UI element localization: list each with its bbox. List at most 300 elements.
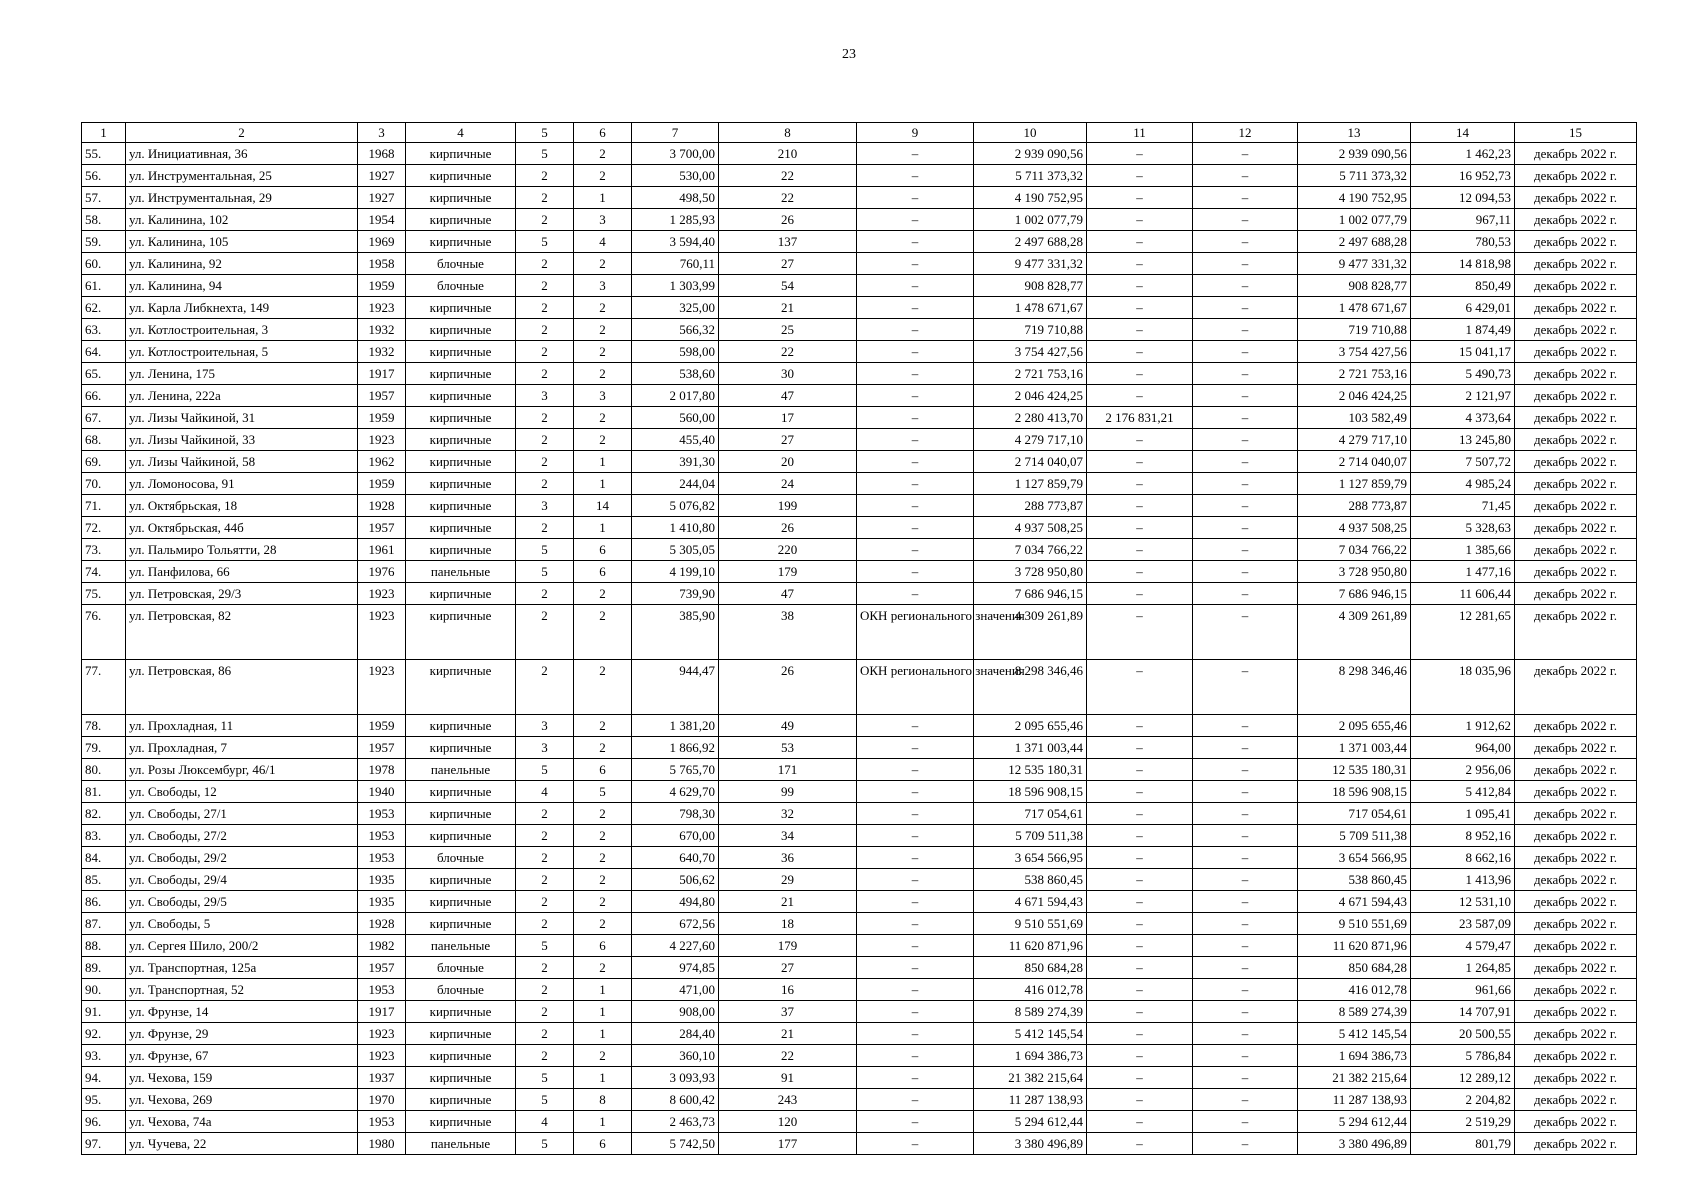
table-cell: 850 684,28 <box>974 957 1087 979</box>
table-cell: 5 709 511,38 <box>974 825 1087 847</box>
table-cell: 3 380 496,89 <box>1298 1133 1411 1155</box>
table-cell: 1917 <box>358 363 406 385</box>
table-cell: 1 381,20 <box>632 715 719 737</box>
table-row <box>82 583 1637 605</box>
table-row <box>82 561 1637 583</box>
table-cell: 2 <box>516 473 574 495</box>
table-cell: 27 <box>719 253 857 275</box>
table-cell: декабрь 2022 г. <box>1515 231 1637 253</box>
table-cell: ул. Чучева, 22 <box>126 1133 358 1155</box>
table-cell: блочные <box>406 979 516 1001</box>
table-cell: 3 594,40 <box>632 231 719 253</box>
table-cell: 2 <box>516 517 574 539</box>
table-cell: 2 204,82 <box>1411 1089 1515 1111</box>
table-cell: 3 654 566,95 <box>974 847 1087 869</box>
table-cell: 391,30 <box>632 451 719 473</box>
table-cell: 27 <box>719 429 857 451</box>
table-cell: 4 190 752,95 <box>1298 187 1411 209</box>
table-cell: 1953 <box>358 825 406 847</box>
table-cell: 2 <box>516 407 574 429</box>
table-cell: 2 <box>574 660 632 715</box>
table-cell: 92. <box>82 1023 126 1045</box>
table-cell: 780,53 <box>1411 231 1515 253</box>
table-cell: блочные <box>406 253 516 275</box>
table-cell: 4 <box>574 231 632 253</box>
table-cell: – <box>1193 495 1298 517</box>
table-cell: – <box>1193 935 1298 957</box>
table-cell: – <box>1087 341 1193 363</box>
column-header: 4 <box>406 123 516 143</box>
table-cell: – <box>857 473 974 495</box>
table-cell: – <box>1087 1089 1193 1111</box>
table-cell: кирпичные <box>406 319 516 341</box>
table-cell: декабрь 2022 г. <box>1515 209 1637 231</box>
table-cell: 2 <box>574 165 632 187</box>
table-cell: 47 <box>719 385 857 407</box>
table-cell: 1923 <box>358 583 406 605</box>
table-cell: декабрь 2022 г. <box>1515 429 1637 451</box>
table-cell: – <box>1087 231 1193 253</box>
table-cell: кирпичные <box>406 429 516 451</box>
table-cell: кирпичные <box>406 495 516 517</box>
table-cell: 243 <box>719 1089 857 1111</box>
table-cell: 171 <box>719 759 857 781</box>
table-cell: кирпичные <box>406 891 516 913</box>
table-cell: кирпичные <box>406 407 516 429</box>
table-cell: 4 629,70 <box>632 781 719 803</box>
table-cell: 55. <box>82 143 126 165</box>
table-cell: – <box>1193 781 1298 803</box>
table-cell: 13 245,80 <box>1411 429 1515 451</box>
table-cell: ул. Петровская, 86 <box>126 660 358 715</box>
table-cell: 1 694 386,73 <box>974 1045 1087 1067</box>
column-header: 11 <box>1087 123 1193 143</box>
table-row <box>82 275 1637 297</box>
table-cell: 2 280 413,70 <box>974 407 1087 429</box>
table-cell: 1 <box>574 1067 632 1089</box>
table-cell: 4 279 717,10 <box>974 429 1087 451</box>
table-cell: 11 287 138,93 <box>974 1089 1087 1111</box>
table-cell: 1 371 003,44 <box>1298 737 1411 759</box>
table-cell: 86. <box>82 891 126 913</box>
table-row <box>82 385 1637 407</box>
table-cell: ул. Петровская, 29/3 <box>126 583 358 605</box>
table-cell: 2 <box>516 957 574 979</box>
table-cell: декабрь 2022 г. <box>1515 957 1637 979</box>
table-cell: 8 298 346,46 <box>1298 660 1411 715</box>
table-cell: декабрь 2022 г. <box>1515 1089 1637 1111</box>
table-cell: – <box>1087 957 1193 979</box>
table-cell: 11 606,44 <box>1411 583 1515 605</box>
table-cell: 2 <box>574 407 632 429</box>
table-cell: 850 684,28 <box>1298 957 1411 979</box>
table-row <box>82 1133 1637 1155</box>
table-cell: 530,00 <box>632 165 719 187</box>
table-cell: ул. Чехова, 74а <box>126 1111 358 1133</box>
table-cell: 1 002 077,79 <box>1298 209 1411 231</box>
table-cell: 137 <box>719 231 857 253</box>
table-cell: 74. <box>82 561 126 583</box>
table-cell: 11 620 871,96 <box>974 935 1087 957</box>
table-cell: 21 382 215,64 <box>1298 1067 1411 1089</box>
table-cell: – <box>1193 583 1298 605</box>
table-cell: – <box>1087 803 1193 825</box>
table-cell: – <box>857 1089 974 1111</box>
table-cell: 284,40 <box>632 1023 719 1045</box>
table-cell: – <box>1087 605 1193 660</box>
table-cell: 1961 <box>358 539 406 561</box>
table-cell: – <box>857 847 974 869</box>
table-cell: 6 <box>574 935 632 957</box>
table-cell: 1 385,66 <box>1411 539 1515 561</box>
table-cell: – <box>1087 583 1193 605</box>
table-cell: декабрь 2022 г. <box>1515 495 1637 517</box>
table-cell: – <box>1087 275 1193 297</box>
table-row <box>82 319 1637 341</box>
table-cell: 1 462,23 <box>1411 143 1515 165</box>
table-cell: 1 413,96 <box>1411 869 1515 891</box>
table-cell: панельные <box>406 1133 516 1155</box>
table-cell: ул. Котлостроительная, 5 <box>126 341 358 363</box>
table-cell: 2 <box>516 891 574 913</box>
table-cell: 1 303,99 <box>632 275 719 297</box>
table-cell: 32 <box>719 803 857 825</box>
table-cell: 2 <box>516 583 574 605</box>
page-number: 23 <box>842 47 856 62</box>
table-cell: – <box>1193 913 1298 935</box>
table-cell: декабрь 2022 г. <box>1515 891 1637 913</box>
table-cell: – <box>1193 825 1298 847</box>
table-cell: 2 <box>574 319 632 341</box>
table-cell: 22 <box>719 341 857 363</box>
table-cell: 18 596 908,15 <box>1298 781 1411 803</box>
table-cell: 1923 <box>358 1023 406 1045</box>
table-cell: 21 <box>719 297 857 319</box>
table-cell: 2 <box>516 803 574 825</box>
table-cell: ул. Чехова, 159 <box>126 1067 358 1089</box>
table-cell: – <box>857 253 974 275</box>
table-cell: 1957 <box>358 385 406 407</box>
table-cell: – <box>1087 847 1193 869</box>
table-row <box>82 473 1637 495</box>
column-header: 13 <box>1298 123 1411 143</box>
table-cell: – <box>1087 979 1193 1001</box>
table-cell: – <box>857 451 974 473</box>
table-cell: 2 <box>574 869 632 891</box>
table-cell: 2 <box>516 341 574 363</box>
table-cell: 1923 <box>358 297 406 319</box>
table-cell: ул. Фрунзе, 67 <box>126 1045 358 1067</box>
table-cell: декабрь 2022 г. <box>1515 1001 1637 1023</box>
table-cell: 38 <box>719 605 857 660</box>
column-header: 15 <box>1515 123 1637 143</box>
header-row <box>82 123 1637 143</box>
table-cell: – <box>1193 957 1298 979</box>
table-cell: 1 <box>574 1001 632 1023</box>
table-cell: 4 309 261,89 <box>1298 605 1411 660</box>
column-header: 10 <box>974 123 1087 143</box>
table-cell: – <box>857 913 974 935</box>
table-cell: ул. Калинина, 92 <box>126 253 358 275</box>
table-row <box>82 1001 1637 1023</box>
table-cell: декабрь 2022 г. <box>1515 517 1637 539</box>
table-cell: 1 371 003,44 <box>974 737 1087 759</box>
table-row <box>82 143 1637 165</box>
table-cell: – <box>1193 429 1298 451</box>
table-cell: – <box>857 891 974 913</box>
table-cell: 53 <box>719 737 857 759</box>
table-cell: – <box>857 1133 974 1155</box>
table-cell: – <box>1087 825 1193 847</box>
table-cell: – <box>1193 869 1298 891</box>
table-cell: 2 <box>574 253 632 275</box>
table-cell: 54 <box>719 275 857 297</box>
table-cell: 16 <box>719 979 857 1001</box>
table-cell: 67. <box>82 407 126 429</box>
table-cell: 4 671 594,43 <box>974 891 1087 913</box>
table-row <box>82 1023 1637 1045</box>
table-cell: – <box>857 165 974 187</box>
table-cell: 58. <box>82 209 126 231</box>
table-cell: 3 <box>516 737 574 759</box>
table-row <box>82 935 1637 957</box>
table-row <box>82 1111 1637 1133</box>
table-cell: ул. Сергея Шило, 200/2 <box>126 935 358 957</box>
table-cell: – <box>857 561 974 583</box>
table-cell: кирпичные <box>406 1067 516 1089</box>
column-header: 7 <box>632 123 719 143</box>
table-cell: 12 535 180,31 <box>1298 759 1411 781</box>
table-cell: – <box>1193 451 1298 473</box>
table-cell: 801,79 <box>1411 1133 1515 1155</box>
table-cell: 21 <box>719 1023 857 1045</box>
table-cell: 5 <box>516 1089 574 1111</box>
table-cell: 24 <box>719 473 857 495</box>
table-cell: 1923 <box>358 429 406 451</box>
table-cell: ул. Карла Либкнехта, 149 <box>126 297 358 319</box>
table-cell: декабрь 2022 г. <box>1515 385 1637 407</box>
table-cell: ул. Инструментальная, 25 <box>126 165 358 187</box>
table-cell: 1968 <box>358 143 406 165</box>
table-cell: 2 714 040,07 <box>1298 451 1411 473</box>
table-cell: 96. <box>82 1111 126 1133</box>
table-cell: декабрь 2022 г. <box>1515 913 1637 935</box>
table-cell: 1 410,80 <box>632 517 719 539</box>
table-cell: кирпичные <box>406 660 516 715</box>
table-cell: 57. <box>82 187 126 209</box>
table-row <box>82 495 1637 517</box>
table-cell: 2 <box>516 1001 574 1023</box>
table-row <box>82 660 1637 715</box>
table-cell: – <box>1193 341 1298 363</box>
table-cell: – <box>1193 517 1298 539</box>
table-cell: 3 728 950,80 <box>974 561 1087 583</box>
table-cell: 908,00 <box>632 1001 719 1023</box>
table-cell: 3 380 496,89 <box>974 1133 1087 1155</box>
table-cell: – <box>1193 1089 1298 1111</box>
table-cell: 5 709 511,38 <box>1298 825 1411 847</box>
table-cell: ул. Ломоносова, 91 <box>126 473 358 495</box>
table-cell: 967,11 <box>1411 209 1515 231</box>
table-cell: 8 952,16 <box>1411 825 1515 847</box>
table-cell: 3 <box>574 275 632 297</box>
table-cell: 88. <box>82 935 126 957</box>
table-cell: – <box>1193 319 1298 341</box>
table-cell: 4 579,47 <box>1411 935 1515 957</box>
table-cell: 95. <box>82 1089 126 1111</box>
table-cell: кирпичные <box>406 187 516 209</box>
table-cell: 672,56 <box>632 913 719 935</box>
table-cell: – <box>1087 143 1193 165</box>
table-cell: – <box>857 825 974 847</box>
table-cell: – <box>857 781 974 803</box>
table-cell: 4 309 261,89 <box>974 605 1087 660</box>
table-cell: – <box>1193 1023 1298 1045</box>
table-cell: ул. Фрунзе, 29 <box>126 1023 358 1045</box>
table-cell: 91. <box>82 1001 126 1023</box>
table-cell: – <box>1087 1111 1193 1133</box>
table-cell: кирпичные <box>406 869 516 891</box>
table-cell: ул. Инструментальная, 29 <box>126 187 358 209</box>
table-cell: 5 412,84 <box>1411 781 1515 803</box>
table-cell: – <box>1087 187 1193 209</box>
table-cell: 2 463,73 <box>632 1111 719 1133</box>
table-cell: – <box>1193 253 1298 275</box>
table-cell: 220 <box>719 539 857 561</box>
table-cell: 2 <box>516 429 574 451</box>
table-cell: 1954 <box>358 209 406 231</box>
column-header: 3 <box>358 123 406 143</box>
table-cell: 93. <box>82 1045 126 1067</box>
table-cell: – <box>1193 803 1298 825</box>
table-cell: декабрь 2022 г. <box>1515 1023 1637 1045</box>
table-cell: декабрь 2022 г. <box>1515 253 1637 275</box>
table-cell: 83. <box>82 825 126 847</box>
table-cell: 2 <box>516 979 574 1001</box>
table-cell: 670,00 <box>632 825 719 847</box>
table-cell: 1 127 859,79 <box>1298 473 1411 495</box>
table-cell: ул. Лизы Чайкиной, 58 <box>126 451 358 473</box>
table-cell: – <box>857 231 974 253</box>
table-cell: – <box>1193 363 1298 385</box>
table-cell: кирпичные <box>406 209 516 231</box>
table-cell: декабрь 2022 г. <box>1515 803 1637 825</box>
table-cell: 471,00 <box>632 979 719 1001</box>
table-cell: 385,90 <box>632 605 719 660</box>
table-cell: 944,47 <box>632 660 719 715</box>
table-cell: декабрь 2022 г. <box>1515 561 1637 583</box>
table-cell: декабрь 2022 г. <box>1515 1045 1637 1067</box>
table-cell: блочные <box>406 847 516 869</box>
table-row <box>82 737 1637 759</box>
table-cell: – <box>857 341 974 363</box>
table-cell: 1923 <box>358 660 406 715</box>
table-cell: 2 017,80 <box>632 385 719 407</box>
table-cell: 179 <box>719 935 857 957</box>
table-cell: 34 <box>719 825 857 847</box>
table-cell: 73. <box>82 539 126 561</box>
table-cell: 8 662,16 <box>1411 847 1515 869</box>
table-cell: – <box>1193 231 1298 253</box>
table-cell: 566,32 <box>632 319 719 341</box>
table-cell: 2 046 424,25 <box>1298 385 1411 407</box>
table-cell: – <box>1087 495 1193 517</box>
table-row <box>82 825 1637 847</box>
table-cell: 8 298 346,46 <box>974 660 1087 715</box>
table-cell: – <box>857 143 974 165</box>
table-cell: 760,11 <box>632 253 719 275</box>
table-cell: декабрь 2022 г. <box>1515 451 1637 473</box>
table-cell: 5 742,50 <box>632 1133 719 1155</box>
table-cell: 63. <box>82 319 126 341</box>
table-cell: декабрь 2022 г. <box>1515 847 1637 869</box>
table-cell: 1982 <box>358 935 406 957</box>
table-cell: 5 412 145,54 <box>1298 1023 1411 1045</box>
table-cell: ул. Свободы, 27/2 <box>126 825 358 847</box>
table-cell: 64. <box>82 341 126 363</box>
table-cell: 62. <box>82 297 126 319</box>
table-cell: панельные <box>406 561 516 583</box>
table-cell: декабрь 2022 г. <box>1515 363 1637 385</box>
table-cell: 61. <box>82 275 126 297</box>
table-cell: 5 765,70 <box>632 759 719 781</box>
table-cell: – <box>1193 759 1298 781</box>
table-cell: 26 <box>719 517 857 539</box>
table-cell: 4 671 594,43 <box>1298 891 1411 913</box>
table-cell: – <box>857 957 974 979</box>
table-cell: кирпичные <box>406 583 516 605</box>
table-row <box>82 539 1637 561</box>
table-cell: – <box>1087 869 1193 891</box>
table-row <box>82 363 1637 385</box>
table-cell: 7 507,72 <box>1411 451 1515 473</box>
table-cell: 68. <box>82 429 126 451</box>
table-cell: – <box>857 759 974 781</box>
table-row <box>82 187 1637 209</box>
table-cell: 2 <box>516 913 574 935</box>
table-cell: 49 <box>719 715 857 737</box>
table-cell: 7 686 946,15 <box>1298 583 1411 605</box>
table-cell: – <box>1193 660 1298 715</box>
table-row <box>82 451 1637 473</box>
table-cell: 640,70 <box>632 847 719 869</box>
table-cell: декабрь 2022 г. <box>1515 187 1637 209</box>
table-cell: ул. Свободы, 12 <box>126 781 358 803</box>
table-cell: – <box>1193 561 1298 583</box>
table-cell: 2 <box>516 297 574 319</box>
table-cell: – <box>1087 1023 1193 1045</box>
table-cell: кирпичные <box>406 913 516 935</box>
table-cell: 6 429,01 <box>1411 297 1515 319</box>
table-cell: – <box>857 583 974 605</box>
table-cell: 1932 <box>358 341 406 363</box>
table-cell: 1962 <box>358 451 406 473</box>
table-cell: – <box>1193 407 1298 429</box>
table-cell: кирпичные <box>406 341 516 363</box>
table-cell: 1932 <box>358 319 406 341</box>
table-cell: 5 294 612,44 <box>974 1111 1087 1133</box>
table-cell: декабрь 2022 г. <box>1515 583 1637 605</box>
table-cell: кирпичные <box>406 143 516 165</box>
table-cell: 5 412 145,54 <box>974 1023 1087 1045</box>
table-row <box>82 1045 1637 1067</box>
table-cell: – <box>857 935 974 957</box>
table-cell: 81. <box>82 781 126 803</box>
table-cell: 2 497 688,28 <box>974 231 1087 253</box>
table-cell: – <box>857 517 974 539</box>
table-cell: 1953 <box>358 979 406 1001</box>
table-cell: 2 <box>516 319 574 341</box>
